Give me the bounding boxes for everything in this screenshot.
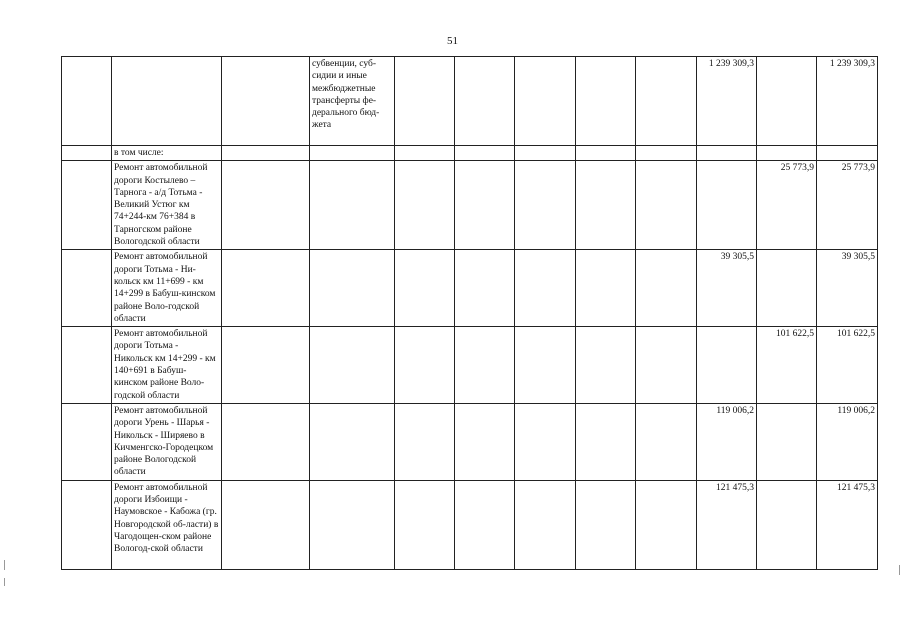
cell [62, 57, 112, 146]
cell [455, 327, 515, 404]
including-label: в том числе: [112, 146, 222, 161]
amount-cell [697, 161, 757, 250]
cell [636, 161, 697, 250]
cell [62, 161, 112, 250]
amount-cell: 121 475,3 [697, 480, 757, 569]
cell [636, 327, 697, 404]
amount-cell: 119 006,2 [697, 403, 757, 480]
cell [697, 146, 757, 161]
table-row [62, 480, 878, 569]
amount-cell [757, 250, 817, 327]
amount-cell: 25 773,9 [757, 161, 817, 250]
road-name-cell: Ремонт автомобильной дороги Тотьма - Никольск км 14+299 - км 140+691 в Бабуш-кинском районе Воло-годской области [112, 327, 222, 404]
page-number: 51 [447, 35, 458, 47]
cell [310, 480, 395, 569]
cell [310, 403, 395, 480]
total-cell: 101 622,5 [817, 327, 878, 404]
scan-edge-mark [4, 578, 5, 586]
cell [515, 57, 576, 146]
cell [395, 403, 455, 480]
cell [455, 480, 515, 569]
cell [576, 57, 636, 146]
funding-source-cell: субвенции, суб-сидии и иные межбюджетные трансферты фе-дерального бюд-жета [310, 57, 395, 146]
cell [515, 250, 576, 327]
cell [222, 403, 310, 480]
cell [222, 57, 310, 146]
table-row [62, 161, 878, 250]
total-cell: 25 773,9 [817, 161, 878, 250]
cell [576, 146, 636, 161]
total-cell: 119 006,2 [817, 403, 878, 480]
scan-edge-mark [899, 565, 900, 575]
table-row-federal-funding [62, 57, 878, 146]
cell [576, 161, 636, 250]
amount-cell [757, 57, 817, 146]
cell [222, 250, 310, 327]
table-row [62, 403, 878, 480]
cell [222, 161, 310, 250]
cell [576, 327, 636, 404]
cell [515, 161, 576, 250]
amount-cell: 1 239 309,3 [697, 57, 757, 146]
cell [455, 250, 515, 327]
amount-cell: 101 622,5 [757, 327, 817, 404]
cell [62, 403, 112, 480]
cell [576, 403, 636, 480]
cell [310, 146, 395, 161]
cell [222, 480, 310, 569]
amount-cell [757, 480, 817, 569]
cell [222, 146, 310, 161]
cell [395, 57, 455, 146]
table-row [62, 327, 878, 404]
total-cell: 39 305,5 [817, 250, 878, 327]
table-row-including [62, 146, 878, 161]
cell [757, 146, 817, 161]
scan-edge-mark [4, 560, 5, 570]
road-name-cell: Ремонт автомобильной дороги Костылево – Тарнога - а/д Тотьма - Великий Устюг км 74+244-км 76+384 в Тарногском районе Вологодской области [112, 161, 222, 250]
cell [310, 250, 395, 327]
cell [62, 480, 112, 569]
budget-table [61, 56, 878, 570]
table-row [62, 250, 878, 327]
cell [310, 327, 395, 404]
amount-cell [757, 403, 817, 480]
cell [636, 57, 697, 146]
cell [515, 327, 576, 404]
cell [636, 403, 697, 480]
cell [395, 146, 455, 161]
cell [62, 250, 112, 327]
cell [455, 57, 515, 146]
cell [817, 146, 878, 161]
amount-cell [697, 327, 757, 404]
cell [455, 146, 515, 161]
cell [576, 480, 636, 569]
cell [636, 146, 697, 161]
cell [62, 327, 112, 404]
cell [395, 161, 455, 250]
road-name-cell: Ремонт автомобильной дороги Избоищи - Наумовское - Кабожа (гр. Новгородской об-ласти) в Чагодощен-ском районе Вологод-ской области [112, 480, 222, 569]
total-cell: 121 475,3 [817, 480, 878, 569]
amount-cell: 39 305,5 [697, 250, 757, 327]
cell [62, 146, 112, 161]
cell [395, 250, 455, 327]
cell [395, 327, 455, 404]
road-name-cell: Ремонт автомобильной дороги Тотьма - Ни-кольск км 11+699 - км 14+299 в Бабуш-кинском районе Воло-годской области [112, 250, 222, 327]
cell [455, 161, 515, 250]
cell [636, 250, 697, 327]
cell [636, 480, 697, 569]
cell [515, 480, 576, 569]
cell [576, 250, 636, 327]
cell [112, 57, 222, 146]
road-name-cell: Ремонт автомобильной дороги Урень - Шарья - Никольск - Ширяево в Кичменгско-Городецком районе Вологодской области [112, 403, 222, 480]
cell [395, 480, 455, 569]
cell [515, 403, 576, 480]
cell [515, 146, 576, 161]
total-cell: 1 239 309,3 [817, 57, 878, 146]
cell [455, 403, 515, 480]
cell [222, 327, 310, 404]
cell [310, 161, 395, 250]
